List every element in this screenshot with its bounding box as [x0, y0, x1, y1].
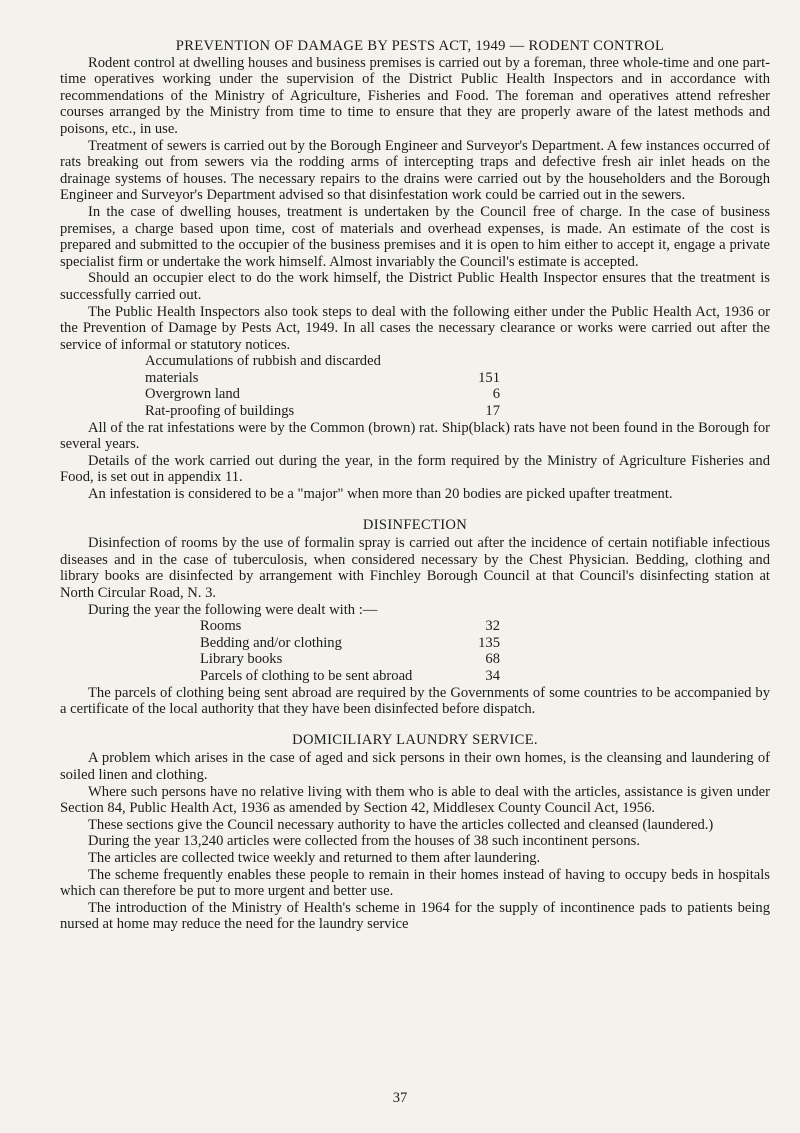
table-cell-label: Parcels of clothing to be sent abroad	[200, 667, 413, 684]
rodent-control-heading: PREVENTION OF DAMAGE BY PESTS ACT, 1949 — RODENT CONTROL	[175, 38, 665, 54]
table-row	[200, 668, 500, 685]
table-cell-label: Library books	[200, 651, 283, 668]
table-cell-value: 34	[485, 667, 500, 684]
table-cell-label	[145, 403, 425, 420]
laundry-paragraph: A problem which arises in the case of aged and sick persons in their own homes, is the cleansing and laundering of soiled linen and clothing.	[60, 750, 770, 783]
laundry-paragraph: Where such persons have no relative living with them who is able to deal with the articles, assistance is given under Section 84, Public Health Act, 1936 as amended by Section 42, Middlesex County Council Act, 1956.	[60, 783, 770, 817]
table-cell-value: 17	[485, 403, 500, 420]
rodent-paragraph: In the case of dwelling houses, treatment is undertaken by the Council free of charge. In the case of business premises, a charge based upon time, cost of materials and overhead expenses, is made. An estimate of the cost is prepared and submitted to the occupier of the business premises and it is open to him either to accept it, engage a private specialist firm or undertake the work himself. Almost invariably the Council's estimate is accepted.	[60, 203, 770, 270]
rodent-paragraph: The Public Health Inspectors also took steps to deal with the following either under the Public Health Act, 1936 or the Prevention of Damage by Pests Act, 1949. In all cases the necessary clearance or works were carried out after the service of informal or statutory notices.	[60, 303, 770, 353]
rodent-paragraph: All of the rat infestations were by the Common (brown) rat. Ship(black) rats have not been found in the Borough for several years.	[60, 419, 770, 453]
table-cell-value: 6	[492, 386, 500, 403]
laundry-paragraph: The articles are collected twice weekly and returned to them after laundering.	[88, 849, 541, 866]
disinfection-table	[200, 618, 500, 684]
laundry-paragraph: The scheme frequently enables these people to remain in their homes instead of having to occupy beds in hospitals which can therefore be put to more urgent and better use.	[60, 866, 770, 900]
label-line: Accumulations of rubbish and discarded	[145, 353, 381, 370]
rodent-paragraph: Treatment of sewers is carried out by the Borough Engineer and Surveyor's Department. A few instances occurred of rats breaking out from sewers via the rodding arms of intercepting traps and defective fresh air inlet heads on the drainage systems of houses. The necessary repairs to the drains were carried out by the householders and the Borough Engineer and Surveyor's Department advised so that disinfestation work could be carried out in the sewers.	[60, 137, 770, 204]
laundry-paragraph: During the year 13,240 articles were collected from the houses of 38 such incontinent persons.	[88, 833, 640, 850]
rodent-paragraph: An infestation is considered to be a "major" when more than 20 bodies are picked upafter treatment.	[88, 486, 673, 503]
disinfection-heading: DISINFECTION	[362, 516, 468, 533]
label-line: Overgrown land	[145, 386, 240, 403]
table-row	[145, 353, 500, 370]
table-cell-value: 151	[478, 369, 500, 386]
table-cell-value: 32	[485, 618, 500, 635]
rodent-paragraph: Details of the work carried out during the year, in the form required by the Ministry of Agriculture Fisheries and Food, is set out in appendix 11.	[60, 452, 770, 486]
table-row	[145, 370, 500, 387]
disinfection-paragraph: Disinfection of rooms by the use of formalin spray is carried out after the incidence of certain notifiable infectious diseases and in the case of tuberculosis, when considered necessary by the Chest Physician. Bedding, clothing and library books are disinfected by arrangement with Finchley Borough Council at that Council's disinfecting station at North Circular Road, N. 3.	[60, 535, 770, 601]
table-cell-label	[145, 353, 425, 370]
disinfection-paragraph: During the year the following were dealt with :—	[88, 601, 378, 618]
table-row	[200, 651, 500, 668]
pest-works-table	[145, 353, 500, 419]
rodent-paragraph: Should an occupier elect to do the work himself, the District Public Health Inspector ensures that the treatment is successfully carried out.	[60, 270, 770, 303]
laundry-paragraph: The introduction of the Ministry of Health's scheme in 1964 for the supply of incontinence pads to patients being nursed at home may reduce the need for the laundry service	[60, 899, 770, 933]
laundry-heading: DOMICILIARY LAUNDRY SERVICE.	[292, 731, 538, 748]
table-cell-label: Rooms	[200, 618, 242, 635]
table-row	[145, 386, 500, 403]
table-cell-label	[145, 386, 425, 403]
table-cell-value: 68	[485, 651, 500, 668]
page-number: 37	[392, 1090, 408, 1106]
table-row	[200, 635, 500, 652]
disinfection-paragraph: The parcels of clothing being sent abroad are required by the Governments of some countries to be accompanied by a certificate of the local authority that they have been disinfected before dispatch.	[60, 684, 770, 718]
table-cell-value: 135	[478, 634, 500, 651]
label-line: Rat-proofing of buildings	[145, 403, 295, 420]
laundry-paragraph: These sections give the Council necessary authority to have the articles collected and cleansed (laundered.)	[88, 816, 714, 833]
table-row	[145, 403, 500, 420]
label-line: materials	[145, 369, 199, 386]
page-content	[60, 38, 770, 933]
table-cell-label	[145, 370, 425, 387]
table-row	[200, 618, 500, 635]
table-cell-label: Bedding and/or clothing	[200, 634, 342, 651]
rodent-paragraph: Rodent control at dwelling houses and business premises is carried out by a foreman, three whole-time and one part-time operatives working under the supervision of the District Public Health Inspectors and in accordance with recommendations of the Ministry of Agriculture, Fisheries and Food. The foreman and operatives attend refresher courses arranged by the Ministry from time to time to ensure that they are properly aware of the latest methods and poisons, etc., in use.	[60, 54, 770, 137]
